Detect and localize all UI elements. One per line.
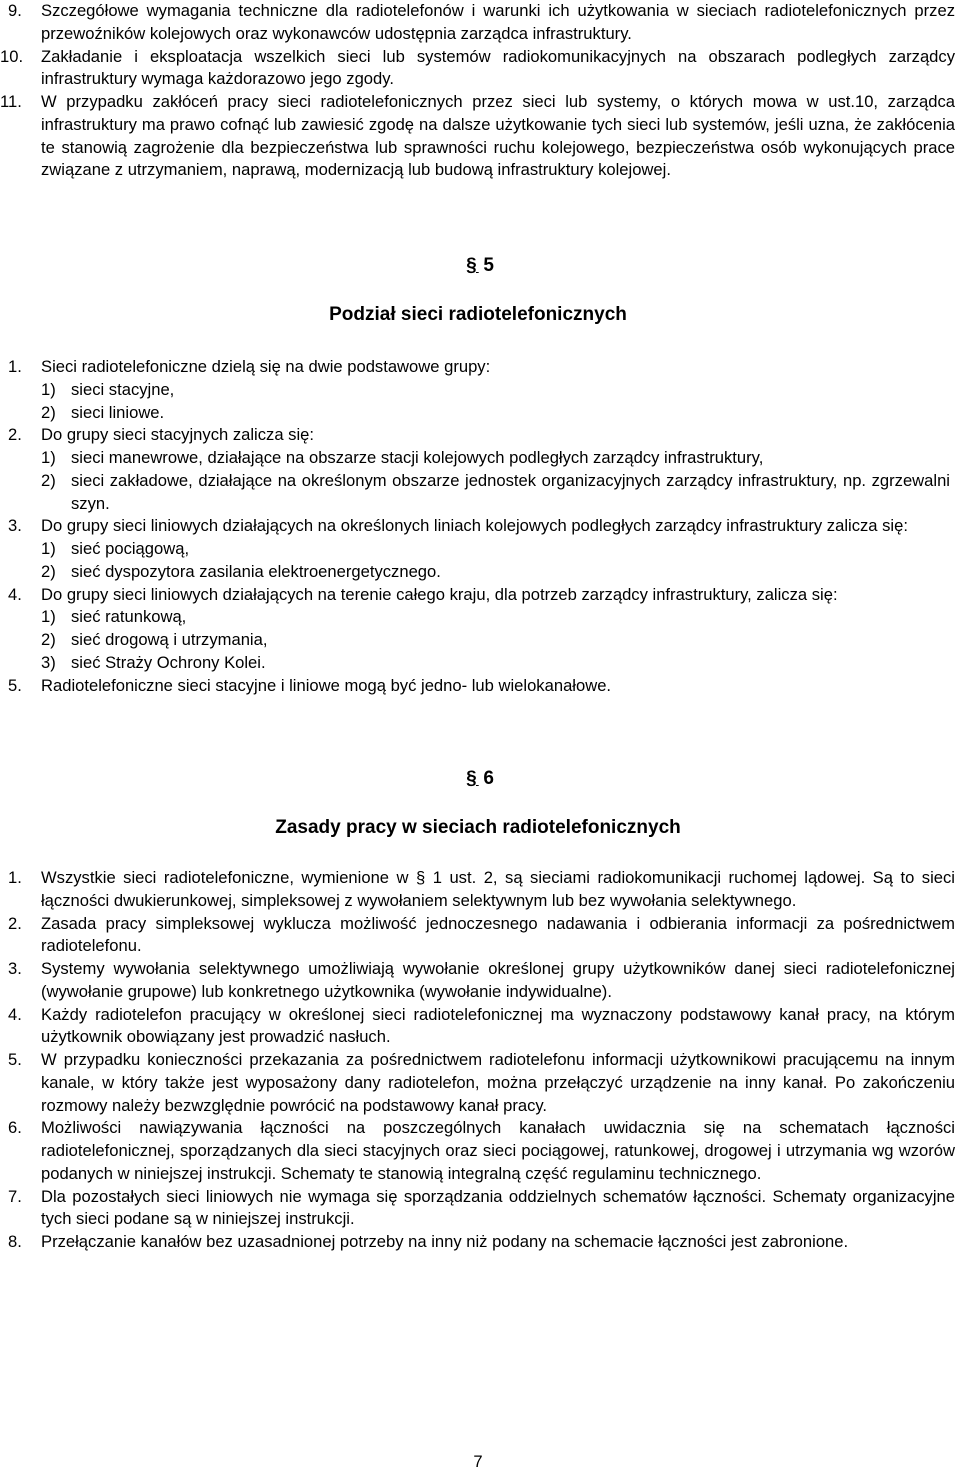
- list-item: [0, 91, 960, 182]
- section-5-list: [0, 356, 960, 697]
- sub-item-text: sieci liniowe.: [71, 402, 165, 422]
- item-number: 9.: [8, 1, 22, 20]
- item-text: Do grupy sieci liniowych działających na określonych liniach kolejowych podległych zarządcy infrastruktury zalicza się:: [41, 516, 908, 536]
- item-number: 4.: [8, 1004, 22, 1024]
- item-text: Zakładanie i eksploatacja wszelkich sieci lub systemów radiokomunikacyjnych na obszarach podległych zarządcy infrastruktury wymaga każdorazowo jego zgody.: [41, 46, 955, 89]
- item-number: 2.: [8, 425, 22, 445]
- item-text: Możliwości nawiązywania łączności na poszczególnych kanałach uwidacznia się na schematach łączności radiotelefonicznej, sporządzanych dla sieci stacyjnych oraz sieci pociągowej, ratunkowej, drogowej i utrzymania wg wzorów podanych w niniejszej instrukcji. Schematy te stanowią integralną część regulaminu technicznego.: [41, 1118, 955, 1183]
- item-text: Wszystkie sieci radiotelefoniczne, wymienione w § 1 ust. 2, są sieciami radiokomunikacji ruchomej lądowej. Są to sieci łączności dwukierunkowej, simpleksowej z wywołaniem selektywnym lub bez wywołania selektywnego.: [41, 868, 955, 910]
- list-item: [0, 958, 960, 1004]
- sub-item-text: sieć Straży Ochrony Kolei.: [71, 652, 266, 672]
- sub-item: [41, 470, 955, 516]
- item-number: 5.: [8, 675, 22, 695]
- list-item: [0, 515, 960, 583]
- top-list: [0, 0, 960, 182]
- sub-item-text: sieć ratunkową,: [71, 607, 187, 627]
- section-6-list: [0, 867, 960, 1254]
- list-item: [0, 424, 960, 515]
- sub-item: [41, 447, 955, 470]
- item-number: 1.: [8, 868, 22, 887]
- sub-item-number: 1): [41, 607, 56, 627]
- list-item: [0, 584, 960, 675]
- section-5-heading: [0, 255, 960, 278]
- item-text: Sieci radiotelefoniczne dzielą się na dwie podstawowe grupy:: [41, 357, 491, 376]
- list-item: [0, 1004, 960, 1050]
- item-number: 3.: [8, 516, 22, 536]
- sub-item-text: sieci zakładowe, działające na określonym obszarze jednostek organizacyjnych zarządcy infrastruktury, np. zgrzewalni szyn.: [71, 470, 950, 513]
- list-item: [0, 675, 960, 698]
- list-item: [0, 0, 960, 46]
- item-text: Systemy wywołania selektywnego umożliwiają wywołanie określonej grupy użytkowników danej sieci radiotelefonicznej (wywołanie grupowe) lub konkretnego użytkownika (wywołanie indywidualne).: [41, 959, 955, 1001]
- page-number: 7: [473, 1452, 483, 1471]
- item-number: 7.: [8, 1186, 22, 1206]
- sub-item-number: 2): [41, 470, 56, 490]
- sub-item: [41, 538, 955, 561]
- sub-item-text: sieć pociągową,: [71, 539, 190, 558]
- item-number: 8.: [8, 1232, 22, 1251]
- item-text: Zasada pracy simpleksowej wyklucza możliwość jednoczesnego nadawania i odbierania informacji za pośrednictwem radiotelefonu.: [41, 913, 955, 956]
- item-text: Radiotelefoniczne sieci stacyjne i liniowe mogą być jedno- lub wielokanałowe.: [41, 675, 612, 695]
- list-item: [0, 1049, 960, 1117]
- sub-item: [41, 606, 955, 629]
- list-item: [0, 46, 960, 92]
- sub-item: [41, 652, 955, 675]
- section-5-title: Podział sieci radiotelefonicznych: [329, 304, 627, 325]
- list-item: [0, 913, 960, 959]
- item-text: Do grupy sieci stacyjnych zalicza się:: [41, 425, 314, 445]
- list-item: [0, 867, 960, 913]
- item-number: 10.: [0, 46, 24, 66]
- sub-item-number: 1): [41, 448, 56, 467]
- sub-item-number: 1): [41, 379, 56, 399]
- item-text: Dla pozostałych sieci liniowych nie wymaga się sporządzania oddzielnych schematów łączności. Schematy organizacyjne tych sieci podane są w niniejszej instrukcji.: [41, 1186, 955, 1229]
- paragraph-sign-icon: §: [466, 768, 479, 789]
- item-number: 2.: [8, 913, 22, 933]
- list-item: [0, 1231, 960, 1254]
- list-item: [0, 1186, 960, 1232]
- sub-item-text: sieci manewrowe, działające na obszarze stacji kolejowych podległych zarządcy infrastruktury,: [71, 448, 764, 467]
- sub-item-number: 2): [41, 561, 56, 581]
- sub-item-number: 3): [41, 652, 56, 672]
- paragraph-sign-icon: §: [466, 255, 479, 276]
- sub-item: [41, 379, 955, 402]
- sub-item-text: sieć drogową i utrzymania,: [71, 630, 268, 649]
- list-item: [0, 1117, 960, 1185]
- item-number: 5.: [8, 1050, 22, 1069]
- sub-item-text: sieć dyspozytora zasilania elektroenergetycznego.: [71, 561, 441, 581]
- item-number: 4.: [8, 584, 22, 604]
- item-number: 1.: [8, 357, 22, 376]
- list-item: [0, 356, 960, 424]
- item-text: Do grupy sieci liniowych działających na terenie całego kraju, dla potrzeb zarządcy infrastruktury, zalicza się:: [41, 584, 838, 604]
- sub-item-number: 1): [41, 539, 56, 558]
- item-text: Przełączanie kanałów bez uzasadnionej potrzeby na inny niż podany na schemacie łączności jest zabronione.: [41, 1232, 849, 1251]
- sub-item-text: sieci stacyjne,: [71, 379, 175, 399]
- item-number: 6.: [8, 1118, 22, 1138]
- item-number: 3.: [8, 959, 22, 978]
- section-number: 5: [483, 255, 494, 276]
- section-6-title: Zasady pracy w sieciach radiotelefonicznych: [275, 817, 681, 838]
- sub-item: [41, 561, 955, 584]
- item-text: Każdy radiotelefon pracujący w określonej sieci radiotelefonicznej ma wyznaczony podstawowy kanał pracy, na którym użytkownik obowiązany jest prowadzić nasłuch.: [41, 1004, 955, 1047]
- item-number: 11.: [0, 92, 22, 111]
- sub-item-number: 2): [41, 630, 56, 649]
- item-text: W przypadku zakłóceń pracy sieci radiotelefonicznych przez sieci lub systemy, o których mowa w ust.10, zarządca infrastruktury ma prawo cofnąć lub zawiesić zgodę na dalsze użytkowanie tych sieci lub systemów, jeśli uzna, że zakłócenia te stanowią zagrożenie dla bezpieczeństwa lub sprawności ruchu kolejowego, bezpieczeństwa osób wykonujących prace związane z utrzymaniem, naprawą, modernizacją lub budową infrastruktury kolejowej.: [41, 92, 955, 180]
- section-6-heading: [0, 768, 960, 791]
- sub-item-number: 2): [41, 402, 56, 422]
- item-text: Szczegółowe wymagania techniczne dla radiotelefonów i warunki ich użytkowania w sieciach radiotelefonicznych przez przewoźników kolejowych oraz wykonawców udostępnia zarządca infrastruktury.: [41, 1, 955, 43]
- section-number: 6: [483, 768, 494, 789]
- sub-item: [41, 402, 955, 425]
- item-text: W przypadku konieczności przekazania za pośrednictwem radiotelefonu informacji użytkownikowi pracującemu na innym kanale, w który także jest wyposażony dany radiotelefon, można przełączyć urządzenie na inny kanał. Po zakończeniu rozmowy należy bezwzględnie powrócić na podstawowy kanał pracy.: [41, 1050, 955, 1115]
- sub-item: [41, 629, 955, 652]
